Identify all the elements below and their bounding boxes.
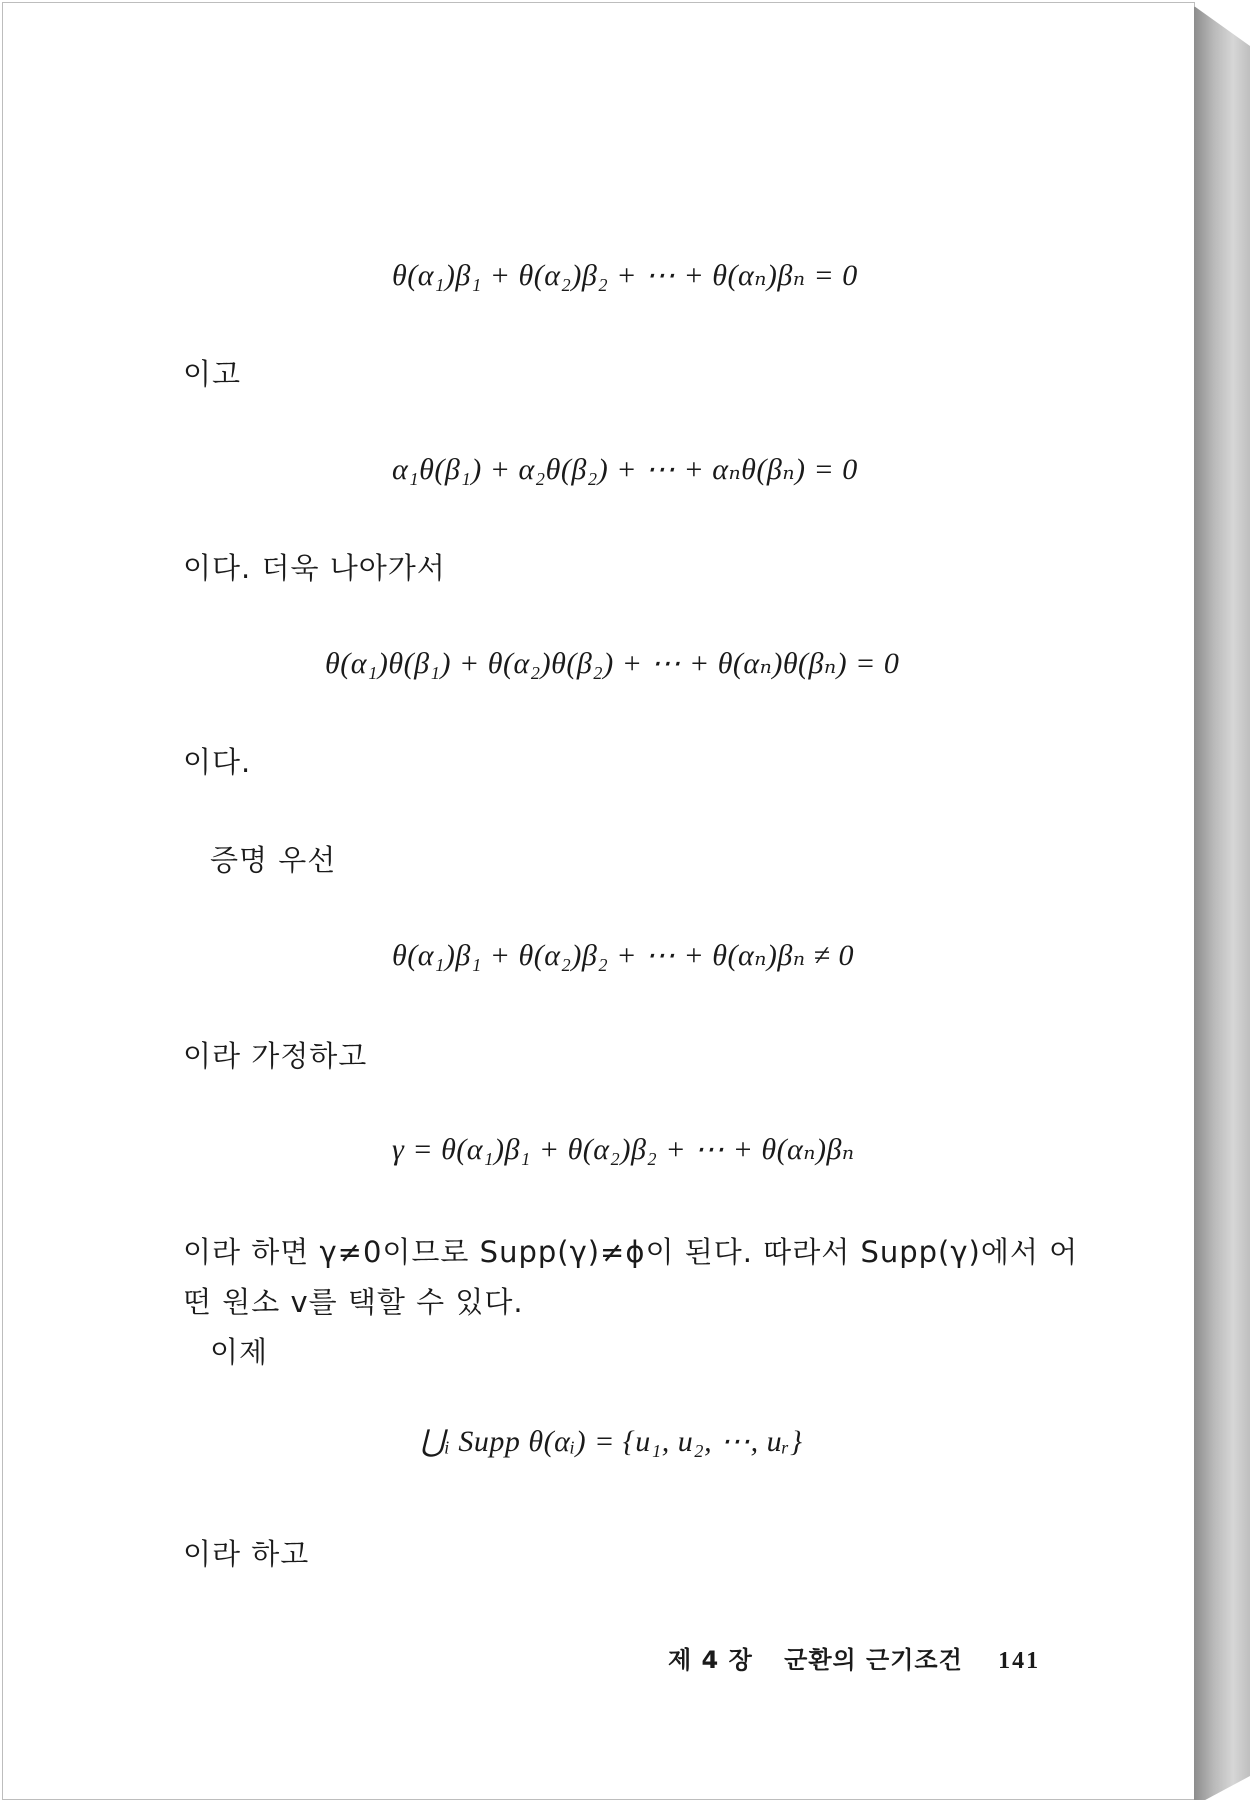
text-line-3: 이다. bbox=[183, 745, 252, 779]
page-edge-corner-bottom bbox=[1194, 1776, 1250, 1806]
text-line-5: 이제 bbox=[210, 1335, 269, 1369]
text-line-1: 이고 bbox=[183, 357, 242, 391]
equation-1: θ(α₁)β₁ + θ(α₂)β₂ + ⋯ + θ(αₙ)βₙ = 0 bbox=[392, 259, 858, 292]
equation-3: θ(α₁)θ(β₁) + θ(α₂)θ(β₂) + ⋯ + θ(αₙ)θ(βₙ) = 0 bbox=[325, 647, 900, 680]
paragraph-line-2: 떤 원소 v를 택할 수 있다. bbox=[183, 1285, 524, 1319]
footer-chapter: 제 4 장 bbox=[668, 1646, 753, 1674]
equation-6: ⋃ᵢ Supp θ(αᵢ) = {u₁, u₂, ⋯, uᵣ} bbox=[420, 1425, 803, 1458]
text-line-2: 이다. 더욱 나아가서 bbox=[183, 551, 446, 585]
proof-heading: 증명 우선 bbox=[210, 843, 337, 877]
text-line-6: 이라 하고 bbox=[183, 1537, 310, 1571]
footer-title: 군환의 근기조건 bbox=[784, 1646, 963, 1674]
page-number: 141 bbox=[998, 1648, 1041, 1674]
paragraph-line-1: 이라 하면 γ≠0이므로 Supp(γ)≠ϕ이 된다. 따라서 Supp(γ)에서 어 bbox=[183, 1235, 1079, 1269]
text-line-4: 이라 가정하고 bbox=[183, 1039, 368, 1073]
page-footer bbox=[668, 1640, 1040, 1675]
equation-2: α₁θ(β₁) + α₂θ(β₂) + ⋯ + αₙθ(βₙ) = 0 bbox=[392, 453, 858, 486]
equation-5: γ = θ(α₁)β₁ + θ(α₂)β₂ + ⋯ + θ(αₙ)βₙ bbox=[392, 1133, 855, 1166]
equation-4: θ(α₁)β₁ + θ(α₂)β₂ + ⋯ + θ(αₙ)βₙ ≠ 0 bbox=[392, 939, 854, 972]
page-edge-corner-top bbox=[1194, 6, 1250, 46]
page-stack-edge bbox=[1194, 6, 1250, 1800]
